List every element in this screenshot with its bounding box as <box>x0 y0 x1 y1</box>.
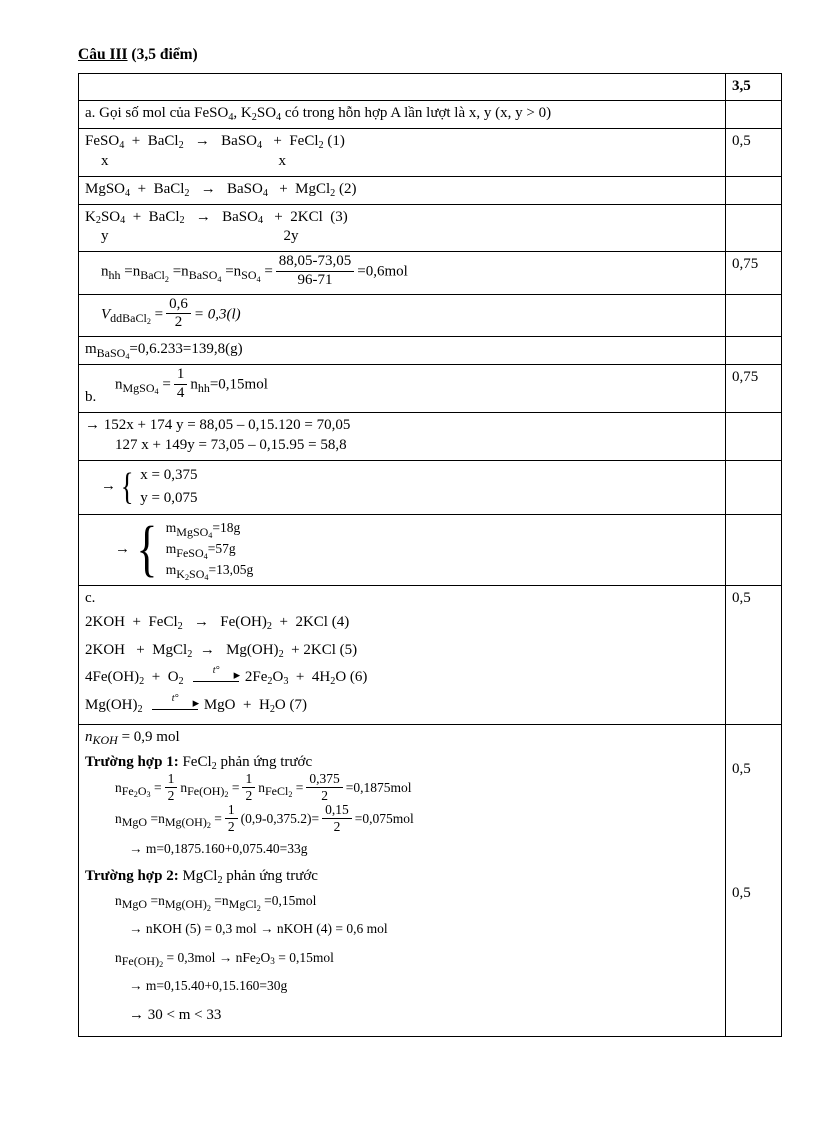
table-row <box>79 515 782 586</box>
equation-4: 2KOH + FeCl$_2$ → $Fe(OH)_2 + 2KCl$ (4) <box>85 613 350 632</box>
case-1-heading <box>85 753 719 773</box>
mass-feso4-value: =57g <box>207 541 236 557</box>
solution-table <box>78 73 782 1037</box>
solution-x: x = 0,375 <box>140 466 198 483</box>
n-koh-value: = 0,9 mol <box>121 728 180 745</box>
table-row <box>79 129 782 177</box>
page-title-score: (3,5 điểm) <box>131 46 198 63</box>
equation-1: FeSO$_4$ + BaCl$_2$ → BaSO$_4$ + FeCl$_2$ (1) <box>85 133 345 152</box>
table-row <box>79 101 782 129</box>
table-row <box>79 252 782 295</box>
cell-score-b: 0,75 <box>726 364 782 412</box>
volume-denominator: 2 <box>166 313 191 331</box>
cell-score-empty-1 <box>726 101 782 129</box>
part-b-label: b. <box>85 389 97 406</box>
mass-mgso4: $m_{MgSO_4}=18g$ <box>165 520 241 540</box>
system-line-2: 127 x + 149y = 73,05 – 0,15.95 = 58,8 <box>115 437 347 454</box>
formula-n-hh: $n_{hh} =n_{BaCl_2} =n_{BaSO_4} =n_{SO_4}$ = $\frac{88,05-73,05}{96-71}$ =0,6mol <box>101 253 408 288</box>
part-a-text: a. Gọi số mol của FeSO$_4$, $K_2SO_4$ có trong hỗn hợp A lần lượt là x, y (x, y > 0) <box>85 105 552 124</box>
cell-score-empty-8 <box>726 515 782 586</box>
cell-part-a-statement <box>79 101 726 129</box>
equation-7: $Mg(OH)_2$ t° ▸ MgO + $H_2O$ (7) <box>85 693 307 716</box>
mass-k2so4-value: =13,05g <box>208 562 254 578</box>
n-mgso4-numerator: 1 <box>176 365 185 382</box>
cell-solution-xy <box>79 460 726 515</box>
solution-brace-group: → { x = 0,375 y = 0,075 <box>85 464 719 511</box>
equation-5: 2KOH + MgCl$_2$ → $Mg(OH)_2 + 2KCl$ (5) <box>85 641 358 660</box>
cell-equation-1 <box>79 129 726 177</box>
table-row <box>79 364 782 412</box>
cell-score-empty-4 <box>726 294 782 337</box>
case-2-title: Trường hợp 2: <box>85 868 179 885</box>
table-row <box>79 204 782 252</box>
mass-feso4: $m_{FeSO_4}=57g$ <box>165 541 236 561</box>
case-2-heading <box>85 867 719 887</box>
cell-n-hh <box>79 252 726 295</box>
cell-system <box>79 413 726 461</box>
table-row <box>79 460 782 515</box>
cell-score-a: 0,5 <box>726 129 782 177</box>
case-2-line-1: $n_{MgO} =n_{Mg(OH)_2} =n_{MgCl_2} =0,15mol$ <box>115 893 317 913</box>
equation-6: $4Fe(OH)_2 + O_2$ t° ▸ $2Fe_2O_3 + 4H_2O$ (6) <box>85 665 368 688</box>
table-row <box>79 337 782 365</box>
table-row <box>79 586 782 725</box>
volume-result: = 0,3(l) <box>193 306 241 323</box>
table-row <box>79 413 782 461</box>
cell-score-cases <box>726 724 782 1036</box>
page-title-label: Câu III <box>78 46 128 63</box>
case-1-line-2: $n_{MgO} =n_{Mg(OH)_2}$ = $\frac{1}{2}$ (0,9-0,375.2)= $\frac{0,15}{2}$ =0,075mol <box>115 801 414 835</box>
table-row <box>79 294 782 337</box>
cell-part-b <box>79 364 726 412</box>
case-2-text: MgCl$_2$ phản ứng trước <box>182 868 318 887</box>
page-title <box>78 46 780 65</box>
volume-numerator: 0,6 <box>169 295 188 312</box>
cell-total-score: 3,5 <box>726 73 782 101</box>
case-1-title: Trường hợp 1: <box>85 753 179 770</box>
case-2-line-2: → nKOH (5) = 0,3 mol → nKOH (4) = 0,6 mol <box>129 921 388 937</box>
n-hh-denominator: 96-71 <box>276 271 355 289</box>
n-hh-numerator: 88,05-73,05 <box>278 253 352 270</box>
case-1-line-3: → m=0,1875.160+0,075.40=33g <box>129 841 308 857</box>
case-2-line-5: → 30 < m < 33 <box>129 1007 222 1024</box>
n-mgso4-denominator: 4 <box>174 384 188 402</box>
solution-y: y = 0,075 <box>140 490 198 507</box>
mass-baso4-value: =0,6.233=139,8(g) <box>129 341 243 358</box>
table-row <box>79 73 782 101</box>
case-1-text: FeCl$_2$ phản ứng trước <box>182 753 313 772</box>
table-row <box>79 724 782 1036</box>
system-line-1: → 152x + 174 y = 88,05 – 0,15.120 = 70,05 <box>85 417 351 434</box>
case-2-line-3: $n_{Fe(OH)_2} = 0,3mol \to nFe_2O_3 = 0,15mol$ <box>115 949 334 970</box>
score-case-1: 0,5 <box>732 760 751 777</box>
cell-masses <box>79 515 726 586</box>
cell-cases <box>79 724 726 1036</box>
heat-arrow-icon: t° ▸ <box>152 701 198 710</box>
mass-k2so4: $m_{K_2SO_4}=13,05g$ <box>165 562 254 582</box>
n-mgso4-result: =0,15mol <box>209 376 268 393</box>
cell-volume <box>79 294 726 337</box>
formula-mass-baso4: $m_{BaSO_4}=0,6.233=139,8(g)$ <box>85 341 243 361</box>
cell-score-empty-6 <box>726 413 782 461</box>
masses-brace-group: → { $m_{MgSO_4}=18g$ $m_{FeSO_4}=57g$ $m_{K_2SO_4}=13,05g$ <box>115 514 254 583</box>
case-2-line-4: → m=0,15.40+0,15.160=30g <box>129 978 288 994</box>
equation-3: $K_2SO_4$ + BaCl$_2$ → BaSO$_4$ + 2KCl (3) <box>85 208 348 227</box>
cell-score-empty-3 <box>726 204 782 252</box>
formula-volume: $V_{ddBaCl_2}$ = $\frac{0,6}{2}$ = 0,3(l) <box>101 295 241 331</box>
cell-score-empty-2 <box>726 176 782 204</box>
cell-equation-2 <box>79 176 726 204</box>
equation-1-variables: x x <box>101 152 286 169</box>
score-case-2: 0,5 <box>732 884 751 901</box>
case-1-line-1: $n_{Fe_2O_3}$ = $\frac{1}{2}$ $n_{Fe(OH)_2}$ = $\frac{1}{2}$ $n_{FeCl_2}$ = $\frac{0,375}{2}$ =0,1875mol <box>115 770 412 803</box>
cell-score-empty-7 <box>726 460 782 515</box>
cell-score-n-hh: 0,75 <box>726 252 782 295</box>
part-c-label: c. <box>85 590 96 607</box>
equation-2: MgSO$_4$ + BaCl$_2$ → BaSO$_4$ + MgCl$_2$ (2) <box>85 180 357 199</box>
cell-equation-3 <box>79 204 726 252</box>
table-row <box>79 176 782 204</box>
mass-mgso4-value: =18g <box>212 520 241 536</box>
cell-mass-baso4 <box>79 337 726 365</box>
formula-n-koh: $n_{KOH} = 0,9$ mol <box>85 728 180 748</box>
brace-icon: { <box>120 465 134 508</box>
cell-score-c: 0,5 <box>726 586 782 725</box>
cell-score-empty-5 <box>726 337 782 365</box>
n-hh-result: =0,6mol <box>357 263 408 280</box>
brace-icon: { <box>136 514 158 583</box>
cell-header-blank <box>79 73 726 101</box>
equation-3-variables: y 2y <box>101 228 299 245</box>
formula-n-mgso4: $n_{MgSO_4}$ = $\frac{1}{4}$ $n_{hh}=0,15mol$ <box>115 365 268 401</box>
heat-arrow-icon: t° ▸ <box>193 673 239 682</box>
cell-part-c <box>79 586 726 725</box>
